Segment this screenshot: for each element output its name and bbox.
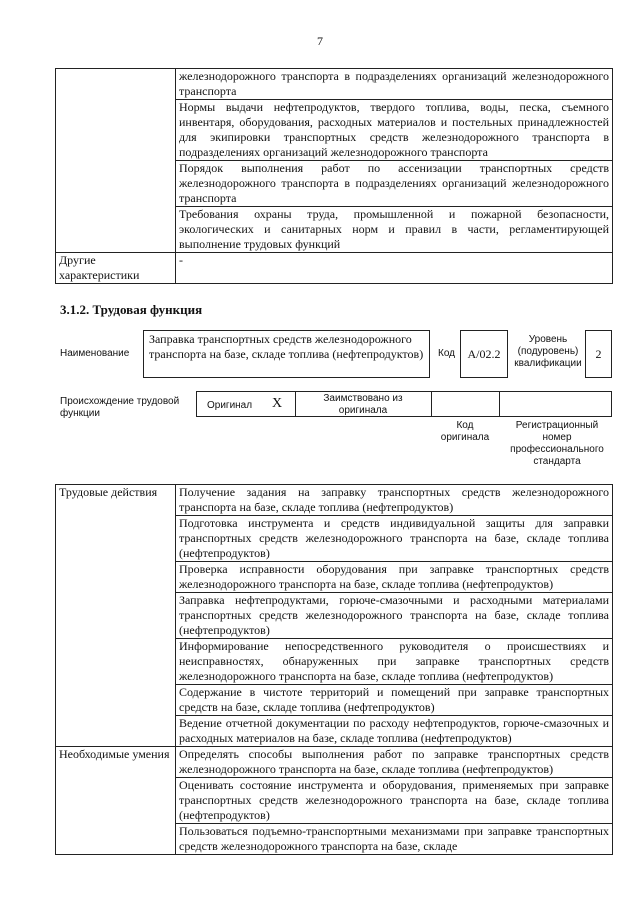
table-text-cell: Содержание в чистоте территорий и помещений при заправке транспортных средств на базе, складе топлива (нефтепродуктов) bbox=[176, 685, 613, 716]
table-text-cell: Подготовка инструмента и средств индивидуальной защиты для заправки транспортных средств железнодорожного транспорта на базе, складе топлива (нефтепродуктов) bbox=[176, 516, 613, 562]
table-label-cell: Трудовые действия bbox=[56, 485, 176, 747]
code-original-label: Код оригинала bbox=[440, 420, 490, 443]
section-title: 3.1.2. Трудовая функция bbox=[60, 302, 203, 317]
table-row bbox=[56, 485, 613, 516]
table-row bbox=[56, 69, 613, 100]
name-label: Наименование bbox=[60, 348, 130, 359]
table-text-cell: Информирование непосредственного руководителя о происшествиях и неисправностях, обнаруженных при заправке транспортных средств железнодорожного транспорта на базе, складе топлива (нефтепродуктов) bbox=[176, 639, 613, 685]
origin-box bbox=[196, 391, 612, 417]
level-box: 2 bbox=[585, 330, 612, 378]
origin-label: Происхождение трудовой функции bbox=[60, 396, 180, 419]
function-name-box: Заправка транспортных средств железнодорожного транспорта на базе, складе топлива (нефтепродуктов) bbox=[143, 330, 430, 378]
divider bbox=[295, 392, 296, 416]
table-text-cell: Пользоваться подъемно-транспортными механизмами при заправке транспортных средств железнодорожного транспорта на базе, складе bbox=[176, 824, 613, 855]
functions-table bbox=[55, 484, 613, 855]
reg-number-label: Регистрационный номер профессионального стандарта bbox=[510, 420, 604, 467]
table-text-cell: Определять способы выполнения работ по заправке транспортных средств железнодорожного транспорта на базе, складе топлива (нефтепродуктов) bbox=[176, 747, 613, 778]
table-text-cell: железнодорожного транспорта в подразделениях организаций железнодорожного транспорта bbox=[176, 69, 613, 100]
table-text-cell: Проверка исправности оборудования при заправке транспортных средств железнодорожного транспорта на базе, складе топлива (нефтепродуктов) bbox=[176, 562, 613, 593]
table-label-cell: Необходимые умения bbox=[56, 747, 176, 855]
divider bbox=[499, 392, 500, 416]
original-label: Оригинал bbox=[207, 400, 253, 411]
table-row bbox=[56, 253, 613, 284]
table-text-cell: Требования охраны труда, промышленной и пожарной безопасности, экологических и санитарных норм и правил в части, регламентирующей выполнение трудовых функций bbox=[176, 207, 613, 253]
code-label: Код bbox=[438, 348, 456, 359]
original-mark: X bbox=[272, 396, 283, 411]
table-text-cell: Оценивать состояние инструмента и оборудования, применяемых при заправке транспортных средств железнодорожного транспорта на базе, складе топлива (нефтепродуктов) bbox=[176, 778, 613, 824]
divider bbox=[431, 392, 432, 416]
table-text-cell: - bbox=[176, 253, 613, 284]
borrowed-label: Заимствовано из оригинала bbox=[323, 393, 403, 416]
table-label-cell bbox=[56, 69, 176, 253]
level-label: Уровень (подуровень) квалификации bbox=[514, 334, 582, 369]
code-box: А/02.2 bbox=[460, 330, 508, 378]
knowledge-table bbox=[55, 68, 613, 284]
table-text-cell: Заправка нефтепродуктами, горюче-смазочными и расходными материалами транспортных средств железнодорожного транспорта на базе, складе топлива (нефтепродуктов) bbox=[176, 593, 613, 639]
table-text-cell: Получение задания на заправку транспортных средств железнодорожного транспорта на базе, складе топлива (нефтепродуктов) bbox=[176, 485, 613, 516]
table-text-cell: Порядок выполнения работ по ассенизации транспортных средств железнодорожного транспорта в подразделениях организаций железнодорожного транспорта bbox=[176, 161, 613, 207]
table-label-cell: Другие характеристики bbox=[56, 253, 176, 284]
table-row bbox=[56, 747, 613, 778]
table-text-cell: Ведение отчетной документации по расходу нефтепродуктов, горюче-смазочных и расходных материалов на базе, складе топлива (нефтепродуктов) bbox=[176, 716, 613, 747]
table-text-cell: Нормы выдачи нефтепродуктов, твердого топлива, воды, песка, съемного инвентаря, оборудования, расходных материалов и постельных принадлежностей для экипировки транспортных средств железнодорожного транспорта в подразделениях организаций железнодорожного транспорта bbox=[176, 100, 613, 161]
page-number: 7 bbox=[317, 34, 323, 48]
